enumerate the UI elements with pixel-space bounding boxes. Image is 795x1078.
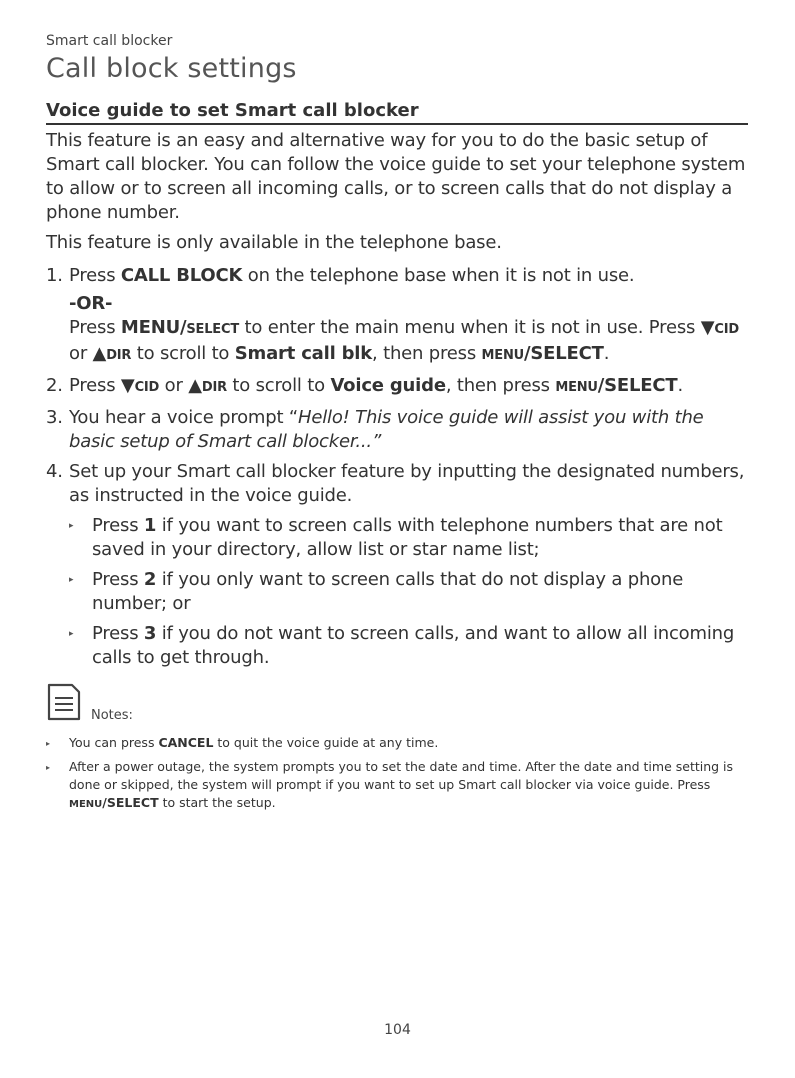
item-text: Press bbox=[92, 623, 144, 644]
step-text: to scroll to bbox=[131, 343, 235, 364]
key-label: MENU bbox=[555, 380, 598, 395]
item-text: if you want to screen calls with telephone numbers that are not saved in your directory, allow list or star name list; bbox=[92, 515, 723, 560]
section-heading: Voice guide to set Smart call blocker bbox=[46, 99, 748, 125]
step-text: , then press bbox=[372, 343, 482, 364]
note-text: to quit the voice guide at any time. bbox=[213, 735, 439, 750]
bullet-arrow-icon: ▸ bbox=[46, 739, 51, 748]
note-item bbox=[46, 758, 750, 814]
key-label: DIR bbox=[106, 348, 132, 363]
page-title: Call block settings bbox=[46, 53, 297, 84]
steps-list bbox=[46, 264, 750, 670]
key-label: CALL BLOCK bbox=[120, 265, 243, 286]
down-arrow-icon: ▼ bbox=[700, 317, 715, 338]
item-text: Press bbox=[92, 515, 144, 536]
item-text: if you only want to screen calls that do not display a phone number; or bbox=[92, 569, 684, 614]
key-label: CID bbox=[714, 322, 739, 337]
step-number: 1. bbox=[46, 265, 63, 286]
key-label: SELECT bbox=[186, 322, 239, 337]
key-label: 3 bbox=[143, 623, 157, 644]
key-label: CID bbox=[134, 380, 160, 395]
or-separator: -OR- bbox=[69, 293, 113, 314]
step-number: 2. bbox=[46, 375, 63, 396]
key-label: /SELECT bbox=[597, 375, 678, 396]
step-1 bbox=[46, 264, 750, 368]
note-item bbox=[46, 734, 750, 752]
key-label: DIR bbox=[201, 380, 227, 395]
step-3 bbox=[46, 406, 750, 454]
note-text: After a power outage, the system prompts you to set the date and time. After the date and time setting is done or skipped, the system will prompt if you want to set up Smart call blocker via voice guide. Press bbox=[69, 759, 734, 792]
step-text: . bbox=[603, 343, 610, 364]
step-text: . bbox=[677, 375, 684, 396]
step-text: on the telephone base when it is not in use. bbox=[242, 265, 635, 286]
option-list bbox=[69, 514, 750, 670]
item-text: Press bbox=[92, 569, 144, 590]
step-text: or bbox=[69, 343, 93, 364]
note-text: to start the setup. bbox=[158, 795, 276, 810]
step-number: 3. bbox=[46, 407, 63, 428]
bullet-arrow-icon: ▸ bbox=[69, 521, 74, 531]
list-item bbox=[69, 514, 750, 562]
key-label: MENU bbox=[481, 348, 524, 363]
step-text: to enter the main menu when it is not in use. Press bbox=[239, 317, 701, 338]
key-label: 2 bbox=[143, 569, 157, 590]
item-text: if you do not want to screen calls, and want to allow all incoming calls to get through. bbox=[92, 623, 735, 668]
key-label: /SELECT bbox=[102, 795, 159, 810]
step-text: Set up your Smart call blocker feature by inputting the designated numbers, as instructed in the voice guide. bbox=[69, 461, 745, 506]
key-label: MENU/ bbox=[120, 317, 187, 338]
step-2 bbox=[46, 374, 750, 400]
step-text: , then press bbox=[445, 375, 556, 396]
step-text: to scroll to bbox=[226, 375, 331, 396]
up-arrow-icon: ▲ bbox=[188, 375, 202, 396]
menu-item-label: Voice guide bbox=[330, 375, 446, 396]
voice-prompt-quote: Hello! This voice guide will assist you with the basic setup of Smart call blocker...” bbox=[69, 407, 704, 452]
down-arrow-icon: ▼ bbox=[120, 375, 135, 396]
menu-item-label: Smart call blk bbox=[234, 343, 373, 364]
notes-list bbox=[46, 734, 750, 814]
list-item bbox=[69, 568, 750, 616]
notepad-icon bbox=[46, 682, 82, 722]
list-item bbox=[69, 622, 750, 670]
page-number: 104 bbox=[384, 1022, 411, 1038]
availability-paragraph: This feature is only available in the telephone base. bbox=[46, 232, 502, 253]
step-number: 4. bbox=[46, 461, 63, 482]
page-content bbox=[46, 31, 750, 820]
bullet-arrow-icon: ▸ bbox=[69, 575, 74, 585]
step-text: or bbox=[159, 375, 189, 396]
step-text: Press bbox=[69, 265, 121, 286]
notes-label: Notes: bbox=[91, 708, 133, 723]
key-label: MENU bbox=[69, 799, 103, 810]
step-text: Press bbox=[69, 375, 121, 396]
key-label: CANCEL bbox=[158, 735, 214, 750]
section-kicker: Smart call blocker bbox=[46, 33, 173, 49]
step-4 bbox=[46, 460, 750, 670]
intro-paragraph: This feature is an easy and alternative way for you to do the basic setup of Smart call blocker. You can follow the voice guide to set your telephone system to allow or to screen all incoming calls, or to screen calls that do not display a phone number. bbox=[46, 130, 746, 223]
key-label: 1 bbox=[143, 515, 157, 536]
key-label: /SELECT bbox=[524, 343, 604, 364]
up-arrow-icon: ▲ bbox=[92, 343, 107, 364]
bullet-arrow-icon: ▸ bbox=[69, 629, 74, 639]
step-text: You hear a voice prompt “ bbox=[69, 407, 299, 428]
notes-header bbox=[46, 678, 750, 724]
note-text: You can press bbox=[69, 735, 159, 750]
bullet-arrow-icon: ▸ bbox=[46, 763, 51, 772]
step-text: Press bbox=[69, 317, 121, 338]
